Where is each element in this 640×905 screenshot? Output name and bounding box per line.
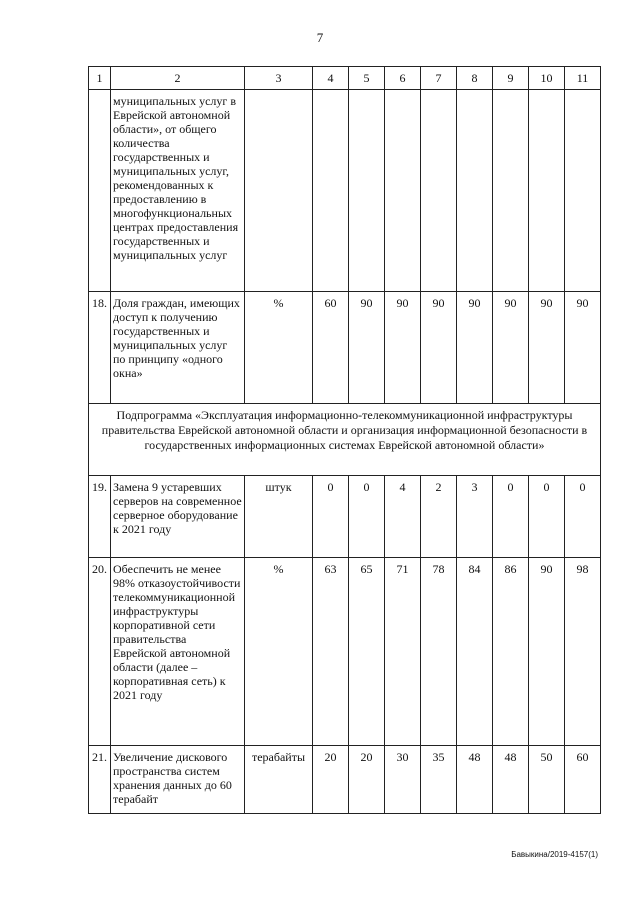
value-cell: 90	[421, 292, 457, 404]
value-cell: 35	[421, 746, 457, 814]
table-row	[89, 292, 601, 404]
indicator-name: Увеличение дискового пространства систем хранения данных до 60 терабайт	[111, 746, 245, 814]
value-cell: 20	[349, 746, 385, 814]
column-number: 9	[493, 67, 529, 90]
value-cell: 78	[421, 558, 457, 746]
column-number: 11	[565, 67, 601, 90]
value-cell: 4	[385, 476, 421, 558]
value-cell: 0	[313, 476, 349, 558]
value-cell: 48	[457, 746, 493, 814]
value-cell: 20	[313, 746, 349, 814]
value-cell: 90	[529, 558, 565, 746]
value-cell	[529, 90, 565, 292]
value-cell: 90	[457, 292, 493, 404]
document-reference: Бавыкина/2019-4157(1)	[511, 850, 598, 859]
value-cell: 3	[457, 476, 493, 558]
value-cell: 0	[565, 476, 601, 558]
value-cell: 90	[529, 292, 565, 404]
value-cell: 90	[349, 292, 385, 404]
column-number: 6	[385, 67, 421, 90]
table-row-continuation	[89, 90, 601, 292]
table-row	[89, 558, 601, 746]
value-cell: 90	[565, 292, 601, 404]
value-cell	[385, 90, 421, 292]
row-number: 19.	[89, 476, 111, 558]
indicator-name: Замена 9 устаревших серверов на современное серверное оборудование к 2021 году	[111, 476, 245, 558]
value-cell: 98	[565, 558, 601, 746]
unit-cell: штук	[245, 476, 313, 558]
value-cell: 71	[385, 558, 421, 746]
unit-cell: %	[245, 558, 313, 746]
unit-cell	[245, 90, 313, 292]
value-cell: 0	[349, 476, 385, 558]
column-number: 3	[245, 67, 313, 90]
value-cell	[565, 90, 601, 292]
column-number: 7	[421, 67, 457, 90]
row-number: 21.	[89, 746, 111, 814]
indicator-name: Обеспечить не менее 98% отказоустойчивости телекоммуникационной инфраструктуры корпоративной сети правительства Еврейской автономной области (далее – корпоративная сеть) к 2021 году	[111, 558, 245, 746]
value-cell: 90	[493, 292, 529, 404]
value-cell: 30	[385, 746, 421, 814]
value-cell	[421, 90, 457, 292]
value-cell: 48	[493, 746, 529, 814]
value-cell: 60	[313, 292, 349, 404]
subprogram-title: Подпрограмма «Эксплуатация информационно-телекоммуникационной инфраструктуры правительства Еврейской автономной области и организация информационной безопасности в государственных информационных системах Еврейской автономной области»	[89, 404, 601, 476]
value-cell	[349, 90, 385, 292]
value-cell: 90	[385, 292, 421, 404]
unit-cell: %	[245, 292, 313, 404]
value-cell: 63	[313, 558, 349, 746]
indicators-table	[88, 66, 601, 814]
column-number: 2	[111, 67, 245, 90]
row-number	[89, 90, 111, 292]
row-number: 18.	[89, 292, 111, 404]
value-cell	[313, 90, 349, 292]
column-number: 4	[313, 67, 349, 90]
indicator-name: муниципальных услуг в Еврейской автономной области», от общего количества государственных и муниципальных услуг, рекомендованных к предоставлению в многофункциональных центрах предоставления государственных и муниципальных услуг	[111, 90, 245, 292]
column-number-row	[89, 67, 601, 90]
indicator-name: Доля граждан, имеющих доступ к получению государственных и муниципальных услуг по принципу «одного окна»	[111, 292, 245, 404]
row-number: 20.	[89, 558, 111, 746]
value-cell	[457, 90, 493, 292]
value-cell	[493, 90, 529, 292]
value-cell: 50	[529, 746, 565, 814]
value-cell: 2	[421, 476, 457, 558]
value-cell: 84	[457, 558, 493, 746]
value-cell: 0	[529, 476, 565, 558]
table-row	[89, 746, 601, 814]
table-row	[89, 476, 601, 558]
value-cell: 60	[565, 746, 601, 814]
column-number: 10	[529, 67, 565, 90]
value-cell: 0	[493, 476, 529, 558]
subprogram-row	[89, 404, 601, 476]
unit-cell: терабайты	[245, 746, 313, 814]
page-number: 7	[316, 30, 324, 45]
value-cell: 65	[349, 558, 385, 746]
column-number: 1	[89, 67, 111, 90]
column-number: 5	[349, 67, 385, 90]
value-cell: 86	[493, 558, 529, 746]
column-number: 8	[457, 67, 493, 90]
